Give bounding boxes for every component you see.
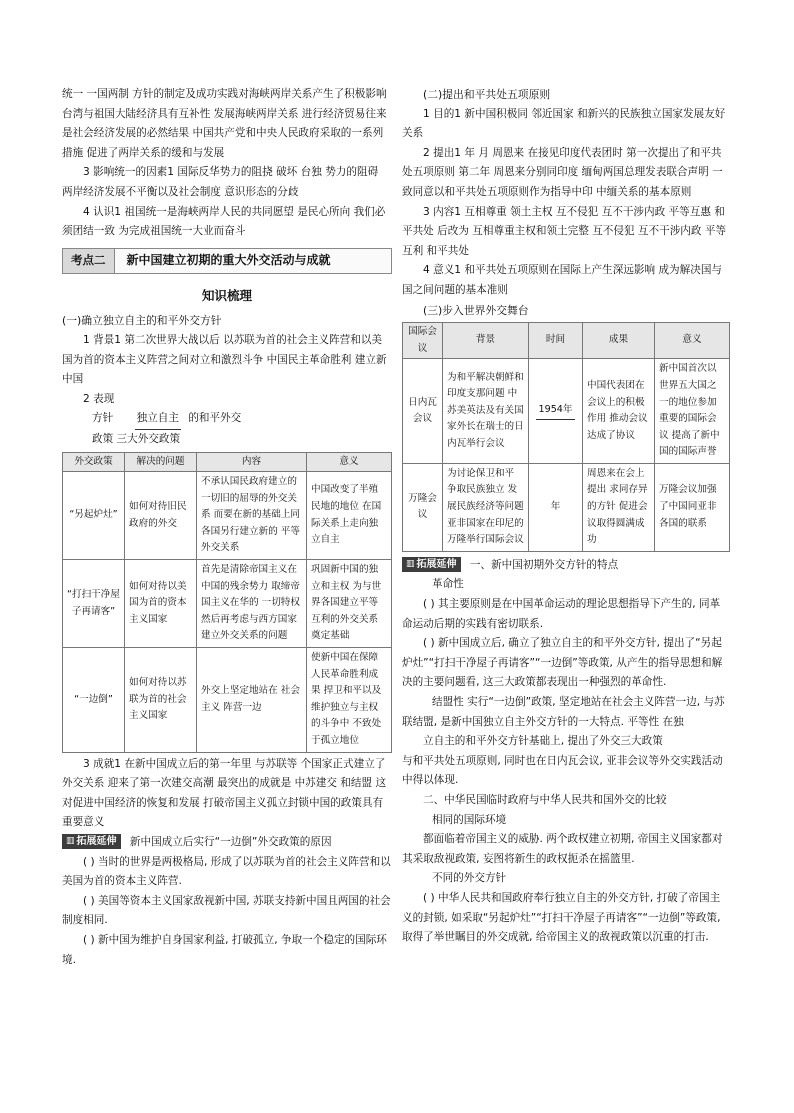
paragraph: ( ) 新中国成立后, 确立了独立自主的和平外交方针, 提出了“另起炉灶”“打扫干净屋子再请客”“一边倒”等政策, 从产生的指导思想和解决的主要问题看, 这三大政策都表现出一种强烈的革命性. bbox=[402, 637, 723, 689]
section-header bbox=[62, 248, 392, 274]
subheading: 二、中华民国临时政府与中华人民共和国外交的比较 bbox=[423, 793, 667, 806]
table-row bbox=[403, 359, 730, 464]
table-cell: 新中国首次以世界五大国之一的地位参加重要的国际会议 提高了新中国的国际声誉 bbox=[655, 359, 730, 464]
table-cell: 为和平解决朝鲜和印度支那问题 中苏美英法及有关国家外长在瑞士的日内瓦举行会议 bbox=[443, 359, 529, 464]
table-header: 成果 bbox=[583, 323, 655, 359]
paragraph bbox=[62, 409, 392, 430]
table-cell: 周恩来在会上提出 求同存异 的方针 促进会议取得圆满成功 bbox=[583, 463, 655, 551]
table-cell: 如何对待以苏联为首的社会主义国家 bbox=[125, 648, 197, 753]
policy-table bbox=[62, 452, 392, 753]
section-label: 考点二 bbox=[63, 249, 115, 273]
paragraph: 都面临着帝国主义的威胁. 两个政权建立初期, 帝国主义国家都对其采取敌视政策, 妄图将新生的政权扼杀在摇篮里. bbox=[402, 833, 723, 865]
table-cell: “另起炉灶” bbox=[63, 472, 125, 560]
paragraph: 结盟性 实行“一边倒”政策, 坚定地站在社会主义阵营一边, 与苏 bbox=[432, 696, 725, 708]
table-cell: 中国代表团在会议上的积极作用 推动会议达成了协议 bbox=[583, 359, 655, 464]
table-header: 解决的问题 bbox=[125, 452, 197, 472]
paragraph: ( ) 新中国为维护自身国家利益, 打破孤立, 争取一个稳定的国际环境. bbox=[62, 933, 387, 966]
paragraph: ( ) 中华人民共和国政府奉行独立自主的外交方针, 打破了帝国主义的封锁, 如采取“另起炉灶”“打扫干净屋子再请客”“一边倒”等政策, 取得了举世瞩目的外交成就, 给帝国主义的敌视政策以沉重的打击. bbox=[402, 891, 721, 944]
table-cell: 不承认国民政府建立的一切旧的屈辱的外交关系 而要在新的基础上同各国另行建立新的 平等 外交关系 bbox=[197, 472, 307, 560]
left-column bbox=[62, 85, 392, 970]
table-cell: 外交上坚定地站在 社会主义 阵营一边 bbox=[197, 648, 307, 753]
extension-heading bbox=[402, 556, 730, 576]
paragraph: ( ) 当时的世界是两极格局, 形成了以苏联为首的社会主义阵营和以美国为首的资本主义阵营. bbox=[62, 855, 391, 888]
right-column bbox=[402, 85, 730, 948]
paragraph: ( ) 其主要原则是在中国革命运动的理论思想指导下产生的, 同革命运动后期的实践有密切联系. bbox=[402, 598, 721, 630]
paragraph: 3 影响统一的因素1 国际反华势力的阻挠 破坏 台独 势力的阻碍 两岸经济发展不平衡以及社会制度 意识形态的分歧 bbox=[62, 166, 379, 198]
table-cell: 万隆会议加强了中国同亚非各国的联系 bbox=[655, 463, 730, 551]
badge-label: 拓展延伸 bbox=[416, 559, 457, 571]
paragraph: 2 表现 bbox=[83, 392, 115, 405]
table-cell: 如何对待以美国为首的资本主义国家 bbox=[125, 560, 197, 648]
table-header: 背景 bbox=[443, 323, 529, 359]
heading: 知识梳理 bbox=[201, 287, 252, 303]
table-header: 内容 bbox=[197, 452, 307, 472]
paragraph: 联结盟, 是新中国独立自主外交方针的一大特点. 平等性 在独 bbox=[402, 715, 684, 728]
table-cell: 如何对待旧民政府的外交 bbox=[125, 472, 197, 560]
paragraph: ( ) 美国等资本主义国家敌视新中国, 苏联支持新中国且两国的社会制度相同. bbox=[62, 894, 391, 927]
table-cell: “一边倒” bbox=[63, 648, 125, 753]
paragraph: 与和平共处五项原则, 同时也在日内瓦会议, 亚非会议等外交实践活动中得以体现. bbox=[402, 754, 723, 787]
table-cell: 日内瓦会议 bbox=[403, 359, 443, 464]
label: 方针 bbox=[92, 412, 114, 425]
paragraph: 3 内容1 互相尊重 领土主权 互不侵犯 互不干涉内政 平等互惠 和平共处 后改为 互相尊重主权和领土完整 互不侵犯 互不干涉内政 平等互利 和平共处 bbox=[402, 205, 727, 257]
table-cell: “打扫干净屋子再请客” bbox=[63, 560, 125, 648]
extension-badge bbox=[62, 834, 121, 849]
paragraph: 3 成就1 在新中国成立后的第一年里 与苏联等 个国家正式建立了外交关系 迎来了第一次建交高潮 最突出的成就是 中苏建交 和结盟 这对促进中国经济的恢复和发展 打破帝国主义孤立封锁中国的政策具有重要意义 bbox=[62, 757, 387, 829]
table-header: 意义 bbox=[655, 323, 730, 359]
table-header: 国际会议 bbox=[403, 323, 443, 359]
table-row bbox=[63, 472, 392, 560]
paragraph: 1 背景1 第二次世界大战以后 以苏联为首的社会主义阵营和以美国为首的资本主义阵营之间对立和激烈斗争 中国民主革命胜利 建立新中国 bbox=[62, 333, 387, 386]
table-row bbox=[403, 463, 730, 551]
extension-title: 新中国成立后实行“一边倒”外交政策的原因 bbox=[129, 835, 332, 848]
badge-label: 拓展延伸 bbox=[76, 836, 117, 848]
point-title: 革命性 bbox=[432, 578, 464, 591]
subheading: (三)步入世界外交舞台 bbox=[423, 303, 529, 317]
table-row bbox=[63, 648, 392, 753]
paragraph: 4 意义1 和平共处五项原则在国际上产生深远影响 成为解决国与国之间问题的基本准则 bbox=[402, 264, 723, 296]
fill-answer: 独立自主 bbox=[135, 409, 181, 430]
book-icon: ▥ bbox=[66, 836, 75, 847]
table-header: 时间 bbox=[529, 323, 583, 359]
table-header: 外交政策 bbox=[63, 452, 125, 472]
section-title: 新中国建立初期的重大外交活动与成就 bbox=[126, 252, 331, 267]
paragraph: 立自主的和平外交方针基础上, 提出了外交三大政策 bbox=[423, 735, 663, 748]
paragraph: 4 认识1 祖国统一是海峡两岸人民的共同愿望 是民心所向 我们必须团结一致 为完成祖国统一大业而奋斗 bbox=[62, 205, 386, 238]
table-cell: 使新中国在保障人民革命胜利成果 捍卫和平以及维护独立与主权的斗争中 不致处于孤立地位 bbox=[307, 648, 392, 753]
fill-answer: 1954年 bbox=[536, 402, 574, 420]
table-cell: 首先是清除帝国主义在中国的残余势力 取缔帝国主义在华的 一切特权 然后再考虑与西方国家建立外交关系的问题 bbox=[197, 560, 307, 648]
table-cell bbox=[529, 359, 583, 464]
extension-title: 一、新中国初期外交方针的特点 bbox=[469, 558, 619, 571]
conference-table bbox=[402, 322, 730, 552]
table-cell: 中国改变了半殖民地的地位 在国际关系上走向独立自主 bbox=[307, 472, 392, 560]
paragraph: 2 提出1 年 月 周恩来 在接见印度代表团时 第一次提出了和平共处五项原则 第二年 周恩来分别同印度 缅甸两国总理发表联合声明 一致同意以和平共处五项原则作为指导中印 中缅关系的基本原则 bbox=[402, 146, 723, 198]
paragraph: 统一 一国两制 方针的制定及成功实践对海峡两岸关系产生了积极影响 台湾与祖国大陆经济具有互补性 发展海峡两岸关系 进行经济贸易往来是社会经济发展的必然结果 中国共产党和中央人民政府采取的一系列措施 促进了两岸关系的缓和与发展 bbox=[62, 88, 387, 159]
point-title: 相同的国际环境 bbox=[432, 813, 507, 826]
label: 的和平外交 bbox=[188, 412, 242, 425]
subheading: (一)确立独立自主的和平外交方针 bbox=[62, 314, 222, 328]
table-cell: 万隆会议 bbox=[403, 463, 443, 551]
subheading: (二)提出和平共处五项原则 bbox=[423, 88, 551, 101]
extension-badge bbox=[402, 557, 461, 572]
paragraph: 1 目的1 新中国积极同 邻近国家 和新兴的民族独立国家发展友好关系 bbox=[402, 107, 726, 140]
paragraph: 政策 三大外交政策 bbox=[92, 432, 181, 445]
extension-heading bbox=[62, 833, 392, 853]
table-cell: 巩固新中国的独立和主权 为与世界各国建立平等互利的外交关系奠定基础 bbox=[307, 560, 392, 648]
table-cell: 为讨论保卫和平 争取民族独立 发展民族经济等问题 亚非国家在印尼的万隆举行国际会议 bbox=[443, 463, 529, 551]
point-title: 不同的外交方针 bbox=[432, 872, 507, 885]
table-header: 意义 bbox=[307, 452, 392, 472]
table-row bbox=[63, 560, 392, 648]
table-cell: 年 bbox=[529, 463, 583, 551]
book-icon: ▥ bbox=[406, 559, 415, 570]
